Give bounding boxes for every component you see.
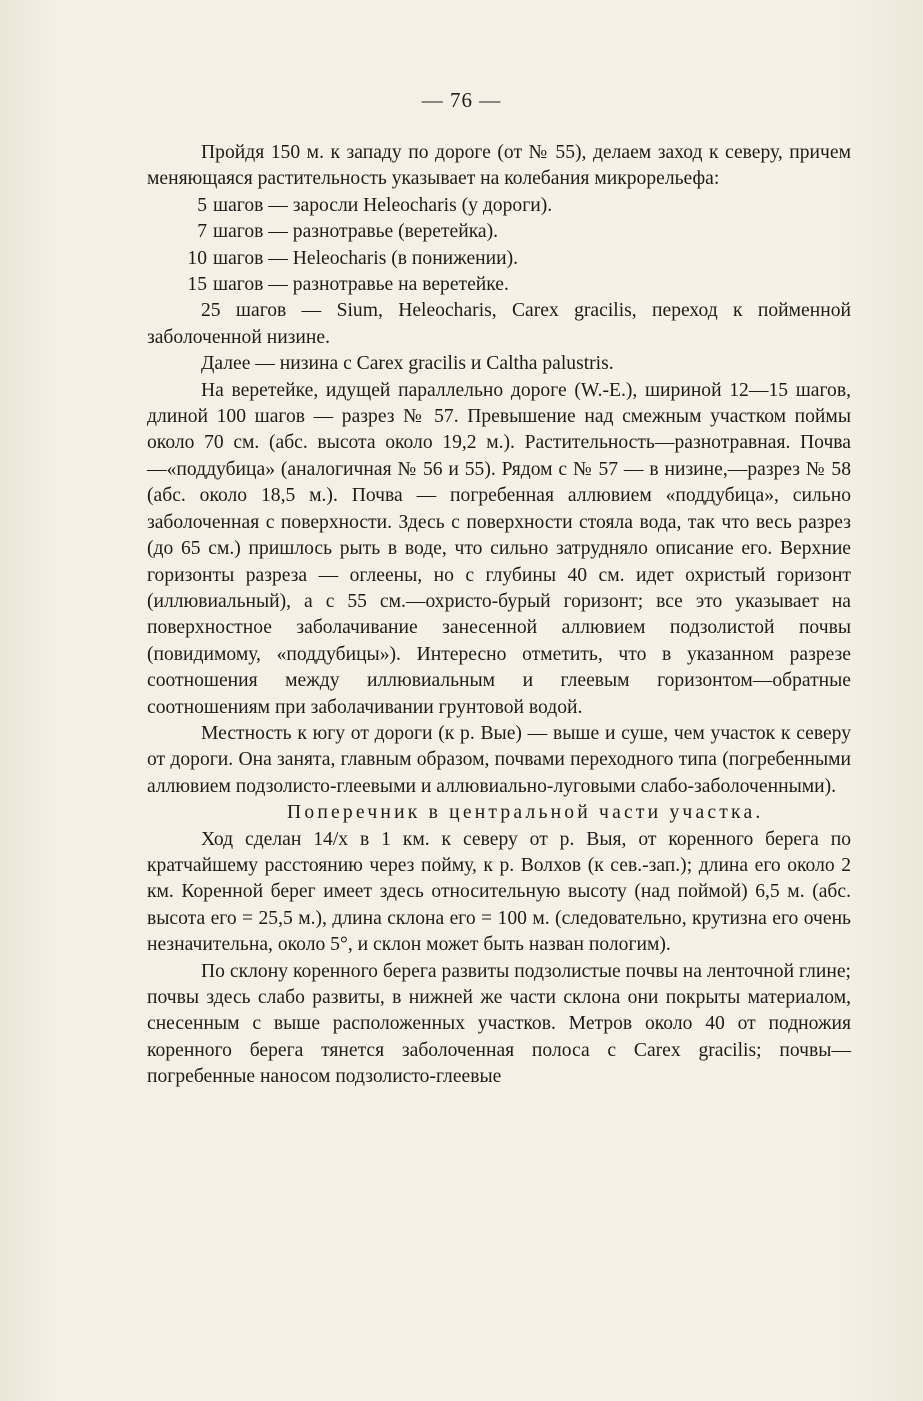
step-text: шагов — разнотравье (веретейка). xyxy=(213,221,499,243)
page-number: — 76 — xyxy=(421,88,502,112)
step-text: шагов — разнотравье на веретейке. xyxy=(213,274,509,296)
step-count: 15 xyxy=(187,274,207,296)
step-text: шагов — заросли Heleocharis (у дороги). xyxy=(213,194,553,216)
section-heading: Поперечник в центральной части участка. xyxy=(287,802,764,824)
step-item xyxy=(147,219,851,245)
steps-list xyxy=(147,193,851,299)
paragraph-step-25: 25 шагов — Sium, Heleocharis, Carex gracilis, переход к пойменной заболоченной низине. xyxy=(147,300,851,348)
step-item xyxy=(147,193,851,219)
step-item xyxy=(147,246,851,272)
paragraph-intro: Пройдя 150 м. к западу по дороге (от № 55), делаем заход к северу, причем меняющаяся растительность указывает на колебания микрорельефа: xyxy=(147,142,851,190)
paragraph-traverse: Ход сделан 14/х в 1 км. к северу от р. Выя, от коренного берега по кратчайшему расстоянию через пойму, к р. Волхов (к сев.-зап.); длина его около 2 км. Коренной берег имеет здесь относительную высоту (над поймой) 6,5 м. (абс. высота его = 25,5 м.), длина склона его = 100 м. (следовательно, крутизна его очень незначительна, около 5°, и склон может быть назван пологим). xyxy=(147,828,851,956)
step-count: 5 xyxy=(197,194,207,216)
step-item xyxy=(147,272,851,298)
paragraph-slope: По склону коренного берега развиты подзолистые почвы на ленточной глине; почвы здесь слабо развиты, в нижней же части склона они покрыты материалом, снесенным с выше расположенных участков. Метров около 40 от подножия коренного берега тянется заболоченная полоса с Carex gracilis; почвы—погребенные наносом подзолисто-глеевые xyxy=(147,960,851,1088)
body-text xyxy=(147,140,851,1091)
paragraph-south: Местность к югу от дороги (к р. Вые) — выше и суше, чем участок к северу от дороги. Она занята, главным образом, почвами переходного типа (погребенными аллювием подзолисто-глеевыми и аллювиально-луговыми слабо-заболоченными). xyxy=(147,722,851,797)
paragraph-veretejka: На веретейке, идущей параллельно дороге (W.-E.), шириной 12—15 шагов, длиной 100 шагов — разрез № 57. Превышение над смежным участком поймы около 70 см. (абс. высота около 19,2 м.). Растительность—разнотравная. Почва—«поддубица» (аналогичная № 56 и 55). Рядом с № 57 — в низине,—разрез № 58 (абс. около 18,5 м.). Почва — погребенная аллювием «поддубица», сильно заболоченная с поверхности. Здесь с поверхности стояла вода, так что весь разрез (до 65 см.) пришлось рыть в воде, что сильно затрудняло описание его. Верхние горизонты разреза — оглеены, но с глубины 40 см. идет охристый горизонт (иллювиальный), а с 55 см.—охристо-бурый горизонт; все это указывает на поверхностное заболачивание занесенной аллювием подзолистой почвы (повидимому, «поддубицы»). Интересно отметить, что в указанном разрезе соотношения между иллювиальным и глеевым горизонтом—обратные соотношениям при заболачивании грунтовой водой. xyxy=(147,379,851,718)
step-count: 10 xyxy=(187,247,207,269)
step-text: шагов — Heleocharis (в понижении). xyxy=(213,247,519,269)
step-count: 7 xyxy=(197,221,207,243)
paragraph-lowland: Далее — низина с Carex gracilis и Caltha palustris. xyxy=(201,353,614,375)
